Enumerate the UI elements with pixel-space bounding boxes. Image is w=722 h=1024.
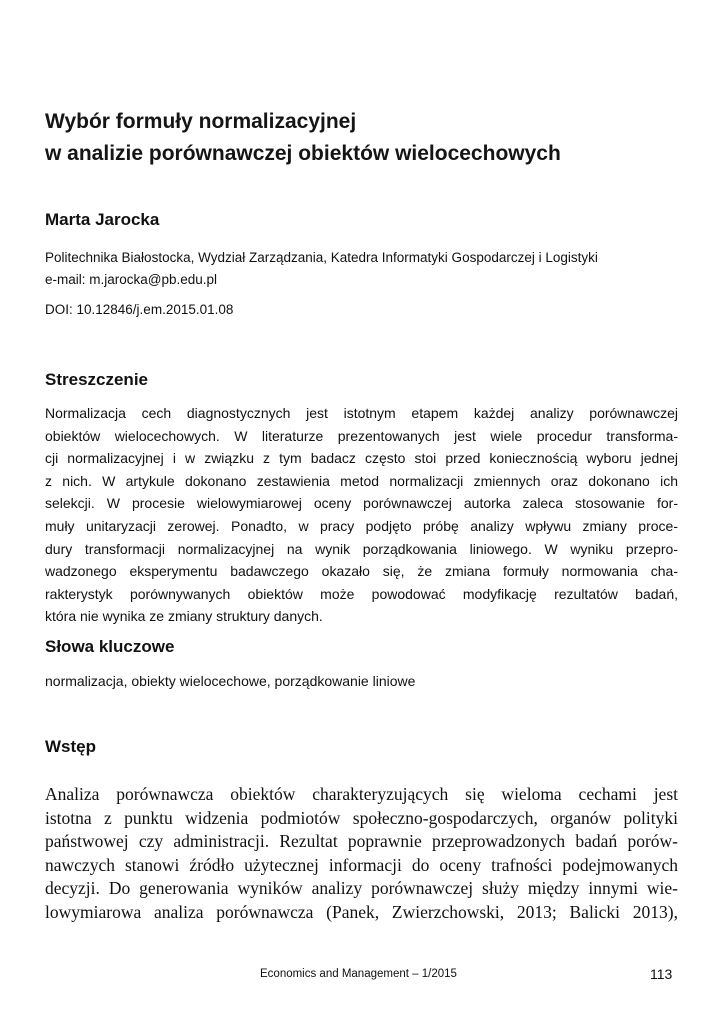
keywords-heading: Słowa kluczowe [45, 637, 175, 656]
journal-name: Economics and Management – 1/2015 [260, 968, 457, 980]
intro-line: Analiza porównawcza obiektów charakteryzujących się wieloma cechami jest [45, 784, 678, 804]
paper-title [45, 106, 685, 170]
intro-line: lowymiarowa analiza porównawcza (Panek, Zwierzchowski, 2013; Balicki 2013), [45, 901, 678, 922]
abstract-line: Normalizacja cech diagnostycznych jest istotnym etapem każdej analizy porównawczej [45, 405, 678, 421]
affiliation-block [45, 247, 685, 291]
intro-line: decyzji. Do generowania wyników analizy porównawczej służy między innymi wie- [45, 878, 678, 899]
abstract-line: rakterystyk porównywanych obiektów może powodować modyfikację rezultatów badań, [45, 585, 678, 602]
intro-text [45, 783, 678, 925]
affiliation: Politechnika Białostocka, Wydział Zarządzania, Katedra Informatyki Gospodarczej i Logistyki [45, 250, 598, 265]
abstract-heading: Streszczenie [45, 370, 148, 389]
doi: DOI: 10.12846/j.em.2015.01.08 [45, 302, 234, 317]
abstract-line: muły unitaryzacji zerowej. Ponadto, w pracy podjęto próbę analizy wpływu zmiany proce- [45, 517, 678, 534]
abstract-line: cji normalizacyjnej i w związku z tym badacz często stoi przed koniecznością wyboru jednej [45, 450, 678, 467]
keywords-text: normalizacja, obiekty wielocechowe, porządkowanie liniowe [45, 673, 416, 689]
email: e-mail: m.jarocka@pb.edu.pl [45, 272, 218, 287]
abstract-line: z nich. W artykule dokonano zestawienia metod normalizacji zmiennych oraz dokonano ich [45, 472, 678, 489]
abstract-line: selekcji. W procesie wielowymiarowej oceny porównawczej autorka zaleca stosowanie for- [45, 495, 678, 512]
intro-line: państwowej czy administracji. Rezultat poprawnie przeprowadzonych badań porów- [45, 831, 678, 852]
intro-line: istotna z punktu widzenia podmiotów społeczno-gospodarczych, organów polityki [45, 807, 678, 828]
page-number: 113 [650, 966, 673, 982]
title-line-2: w analizie porównawczej obiektów wielocechowych [45, 142, 561, 165]
author-name: Marta Jarocka [45, 210, 160, 229]
abstract-line: obiektów wielocechowych. W literaturze prezentowanych jest wiele procedur transforma- [45, 427, 678, 444]
abstract-text [45, 402, 678, 628]
abstract-line: wadzonego eksperymentu badawczego okazało się, że zmiana formuły normowania cha- [45, 563, 678, 580]
title-line-1: Wybór formuły normalizacyjnej [45, 110, 357, 133]
intro-line: nawczych stanowi źródło użytecznej informacji do oceny trafności podejmowanych [45, 854, 678, 875]
abstract-line: która nie wynika ze zmiany struktury danych. [45, 608, 323, 625]
abstract-line: dury transformacji normalizacyjnej na wynik porządkowania liniowego. W wyniku przepro- [45, 540, 678, 557]
intro-heading: Wstęp [45, 737, 96, 756]
